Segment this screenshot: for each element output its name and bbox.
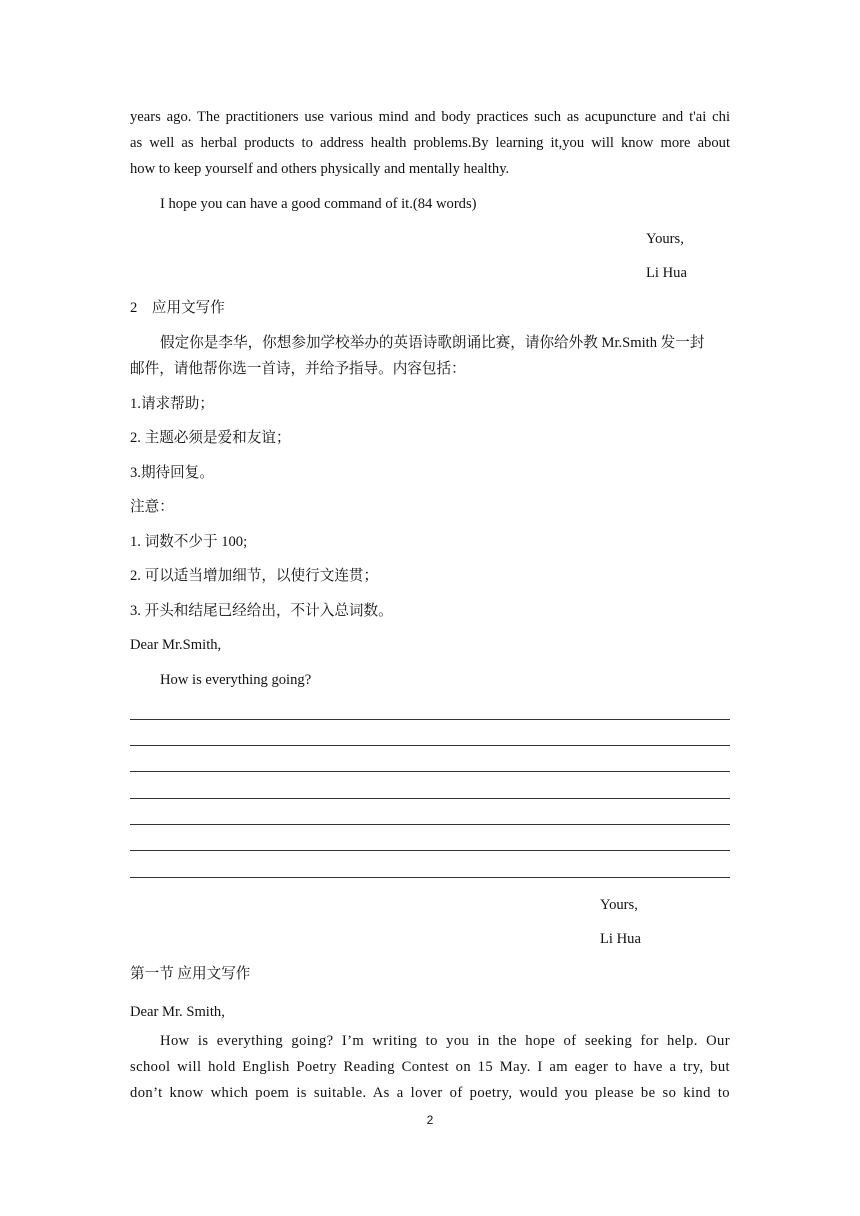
answer-line-3: don’t know which poem is suitable. As a lover of poetry, would you please be so kind to bbox=[130, 1085, 730, 1101]
answer-line[interactable] bbox=[130, 824, 730, 825]
answer-line-2: school will hold English Poetry Reading Contest on 15 May. I am eager to have a try, but bbox=[130, 1059, 730, 1075]
answer-line-1: How is everything going? I’m writing to you in the hope of seeking for help. Our bbox=[160, 1033, 730, 1049]
page-number: 2 bbox=[426, 1113, 434, 1127]
letter-salutation: Dear Mr.Smith, bbox=[130, 637, 222, 653]
content-point-2: 2. 主题必须是爱和友谊； bbox=[130, 430, 291, 446]
answer-line[interactable] bbox=[130, 850, 730, 851]
task-heading: 2 应用文写作 bbox=[130, 300, 225, 316]
note-2: 2. 可以适当增加细节，以使行文连贯； bbox=[130, 568, 379, 584]
task-prompt-line-2: 邮件，请他帮你选一首诗，并给予指导。内容包括： bbox=[130, 361, 466, 377]
content-point-3: 3.期待回复。 bbox=[130, 465, 214, 481]
sample-signature-name: Li Hua bbox=[646, 265, 687, 281]
note-1: 1. 词数不少于 100; bbox=[130, 534, 248, 550]
content-point-1: 1.请求帮助； bbox=[130, 396, 214, 412]
sample-sign-off: Yours, bbox=[646, 231, 684, 247]
answer-section-heading: 第一节 应用文写作 bbox=[130, 966, 251, 982]
task-sign-off: Yours, bbox=[600, 897, 638, 913]
note-3: 3. 开头和结尾已经给出，不计入总词数。 bbox=[130, 603, 393, 619]
sample-body-line-1: years ago. The practitioners use various mind and body practices such as acupuncture and t'ai chi bbox=[130, 109, 730, 125]
answer-salutation: Dear Mr. Smith, bbox=[130, 1004, 225, 1020]
notes-heading: 注意： bbox=[130, 499, 174, 515]
task-prompt-line-1: 假定你是李华，你想参加学校举办的英语诗歌朗诵比赛，请你给外教 Mr.Smith 发一封 bbox=[160, 335, 705, 351]
task-signature-name: Li Hua bbox=[600, 931, 641, 947]
letter-opening: How is everything going? bbox=[160, 672, 312, 688]
sample-closing-paragraph: I hope you can have a good command of it.(84 words) bbox=[160, 196, 477, 212]
sample-body-line-3: how to keep yourself and others physically and mentally healthy. bbox=[130, 161, 510, 177]
answer-line[interactable] bbox=[130, 719, 730, 720]
answer-line[interactable] bbox=[130, 745, 730, 746]
answer-line[interactable] bbox=[130, 798, 730, 799]
answer-line[interactable] bbox=[130, 771, 730, 772]
answer-line[interactable] bbox=[130, 877, 730, 878]
sample-body-line-2: as well as herbal products to address health problems.By learning it,you will know more about bbox=[130, 135, 730, 151]
